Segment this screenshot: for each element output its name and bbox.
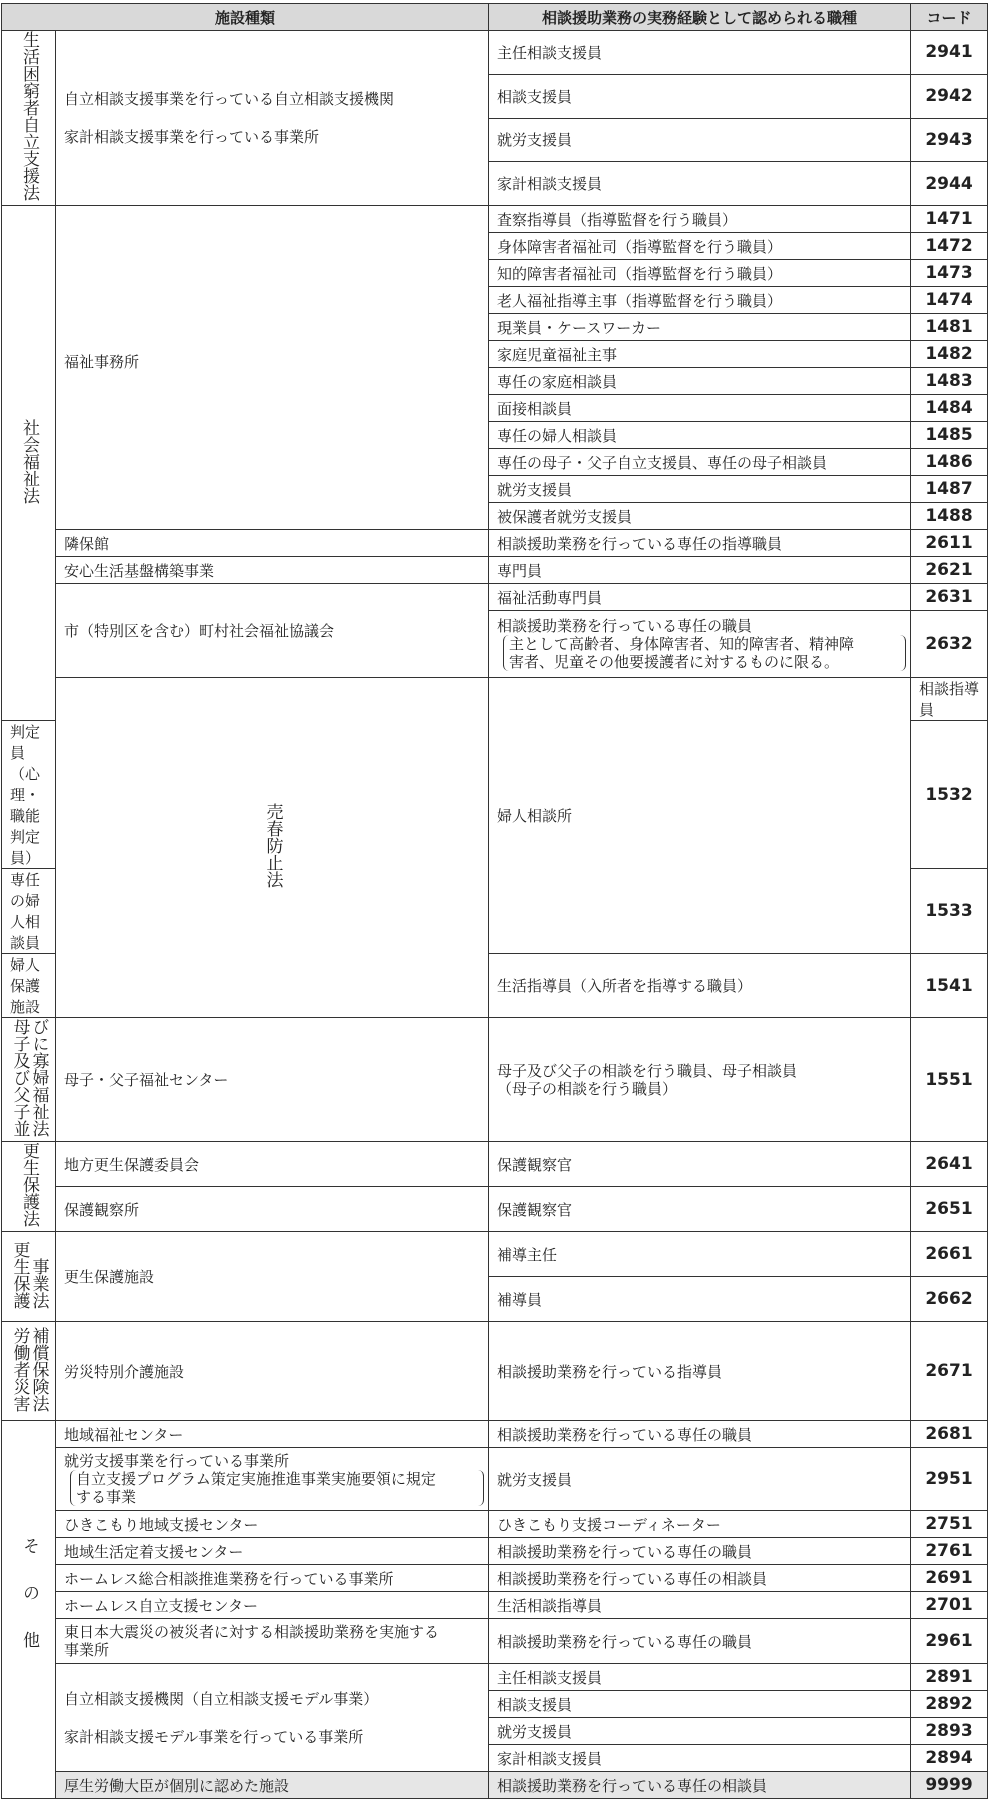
facility-cell xyxy=(56,31,489,206)
table-row xyxy=(2,530,988,557)
code-cell: 2942 xyxy=(911,74,988,118)
job-cell: 身体障害者福祉司（指導監督を行う職員） xyxy=(489,233,911,260)
law-text: 生活困窮者自立支援法 xyxy=(19,31,39,201)
facility-cell: 地域生活定着支援センター xyxy=(56,1538,489,1565)
code-cell: 1472 xyxy=(911,233,988,260)
law-text: 補償保険法 xyxy=(28,1326,49,1412)
facility-cell: 婦人保護施設 xyxy=(2,954,56,1018)
job-cell: 保護観察官 xyxy=(489,1142,911,1187)
job-cell: 知的障害者福祉司（指導監督を行う職員） xyxy=(489,260,911,287)
facility-name: 事業所 xyxy=(64,1641,110,1659)
table-header xyxy=(2,4,988,31)
law-text: 更生保護 xyxy=(9,1240,30,1309)
job-cell: 相談援助業務を行っている専任の相談員 xyxy=(489,1772,911,1799)
code-cell: 2894 xyxy=(911,1745,988,1772)
job-cell: 就労支援員 xyxy=(489,1718,911,1745)
facility-cell: 労災特別介護施設 xyxy=(56,1322,489,1421)
experience-table xyxy=(1,3,988,1799)
table-row xyxy=(2,678,988,721)
facility-name: 東日本大震災の被災者に対する相談援助業務を実施する xyxy=(64,1623,440,1641)
code-cell: 2892 xyxy=(911,1691,988,1718)
job-cell: ひきこもり支援コーディネーター xyxy=(489,1511,911,1538)
facility-cell: ホームレス総合相談推進業務を行っている事業所 xyxy=(56,1565,489,1592)
table-row xyxy=(2,1619,988,1664)
code-cell: 1482 xyxy=(911,341,988,368)
code-cell: 2961 xyxy=(911,1619,988,1664)
code-cell: 2943 xyxy=(911,118,988,162)
job-cell: 専任の婦人相談員 xyxy=(489,422,911,449)
code-cell: 1485 xyxy=(911,422,988,449)
job-cell xyxy=(489,1018,911,1142)
code-cell: 2944 xyxy=(911,162,988,206)
job-cell: 相談援助業務を行っている専任の職員 xyxy=(489,1619,911,1664)
table-row xyxy=(2,1565,988,1592)
code-cell: 2891 xyxy=(911,1664,988,1691)
law-text: 売春防止法 xyxy=(262,803,283,888)
job-cell: 相談援助業務を行っている専任の指導職員 xyxy=(489,530,911,557)
code-cell: 1486 xyxy=(911,449,988,476)
facility-cell: 更生保護施設 xyxy=(56,1232,489,1322)
job-text: 相談援助業務を行っている専任の職員 xyxy=(497,617,753,635)
code-cell: 2761 xyxy=(911,1538,988,1565)
table-row xyxy=(2,1664,988,1691)
facility-cell: 保護観察所 xyxy=(56,1187,489,1232)
facility-cell xyxy=(56,1619,489,1664)
facility-name: 家計相談支援モデル事業を行っている事業所 xyxy=(64,1727,364,1746)
facility-name: 自立相談支援機関（自立相談支援モデル事業） xyxy=(64,1689,379,1708)
job-cell: 相談援助業務を行っている専任の職員 xyxy=(489,1421,911,1448)
job-cell: 家計相談支援員 xyxy=(489,162,911,206)
job-cell: 保護観察官 xyxy=(489,1187,911,1232)
code-cell: 2651 xyxy=(911,1187,988,1232)
law-text: 母子及び父子並 xyxy=(9,1018,30,1137)
code-cell: 2681 xyxy=(911,1421,988,1448)
code-cell: 2621 xyxy=(911,557,988,584)
law-label xyxy=(2,1142,56,1232)
job-cell: 専門員 xyxy=(489,557,911,584)
job-cell: 専任の婦人相談員 xyxy=(2,869,56,954)
law-label xyxy=(2,1322,56,1421)
job-note xyxy=(503,635,906,671)
law-text: 社会福祉法 xyxy=(19,418,39,504)
job-cell: 福祉活動専門員 xyxy=(489,584,911,611)
facility-cell xyxy=(56,1448,489,1511)
code-cell: 1541 xyxy=(911,954,988,1018)
law-label xyxy=(2,206,56,721)
table-row xyxy=(2,557,988,584)
code-cell: 2691 xyxy=(911,1565,988,1592)
header-job: 相談援助業務の実務経験として認められる職種 xyxy=(489,4,911,31)
job-cell: 就労支援員 xyxy=(489,118,911,162)
job-cell: 補導員 xyxy=(489,1277,911,1322)
job-cell: 生活相談指導員 xyxy=(489,1592,911,1619)
law-label xyxy=(2,31,56,206)
code-cell: 1551 xyxy=(911,1018,988,1142)
code-cell: 1488 xyxy=(911,503,988,530)
law-label xyxy=(56,678,489,1018)
table-row xyxy=(2,1538,988,1565)
job-cell: 相談援助業務を行っている専任の職員 xyxy=(489,1538,911,1565)
facility-cell: 厚生労働大臣が個別に認めた施設 xyxy=(56,1772,489,1799)
code-cell: 2893 xyxy=(911,1718,988,1745)
code-cell: 2701 xyxy=(911,1592,988,1619)
facility-cell: ひきこもり地域支援センター xyxy=(56,1511,489,1538)
facility-name: 就労支援事業を行っている事業所 xyxy=(64,1452,290,1470)
code-cell: 2632 xyxy=(911,611,988,678)
table-row xyxy=(2,1232,988,1277)
code-cell: 1483 xyxy=(911,368,988,395)
facility-cell: 母子・父子福祉センター xyxy=(56,1018,489,1142)
facility-cell: ホームレス自立支援センター xyxy=(56,1592,489,1619)
facility-cell: 地域福祉センター xyxy=(56,1421,489,1448)
job-cell xyxy=(489,611,911,678)
job-cell: 現業員・ケースワーカー xyxy=(489,314,911,341)
facility-name: 家計相談支援事業を行っている事業所 xyxy=(64,128,320,146)
code-cell: 9999 xyxy=(911,1772,988,1799)
job-cell: 家計相談支援員 xyxy=(489,1745,911,1772)
facility-note xyxy=(70,1470,484,1506)
law-label xyxy=(2,1232,56,1322)
job-cell: 家庭児童福祉主事 xyxy=(489,341,911,368)
header-facility: 施設種類 xyxy=(2,4,489,31)
table-row xyxy=(2,206,988,233)
job-cell: 判定員（心理・職能判定員） xyxy=(2,721,56,869)
job-text: 母子及び父子の相談を行う職員、母子相談員 xyxy=(497,1061,798,1080)
job-cell: 相談援助業務を行っている指導員 xyxy=(489,1322,911,1421)
job-cell: 相談援助業務を行っている専任の相談員 xyxy=(489,1565,911,1592)
facility-cell xyxy=(56,1664,489,1772)
table-row xyxy=(2,1511,988,1538)
code-cell: 2941 xyxy=(911,31,988,75)
code-cell: 1484 xyxy=(911,395,988,422)
job-cell: 主任相談支援員 xyxy=(489,31,911,75)
header-code: コード xyxy=(911,4,988,31)
code-cell: 1533 xyxy=(911,869,988,954)
job-cell: 生活指導員（入所者を指導する職員） xyxy=(489,954,911,1018)
law-label xyxy=(2,1018,56,1142)
code-cell: 2751 xyxy=(911,1511,988,1538)
law-text: 労働者災害 xyxy=(9,1326,30,1412)
table-row xyxy=(2,1018,988,1142)
code-cell: 2641 xyxy=(911,1142,988,1187)
law-text: びに寡婦福祉法 xyxy=(28,1018,49,1137)
law-text: 更生保護法 xyxy=(19,1142,39,1227)
table-row xyxy=(2,1448,988,1511)
code-cell: 2662 xyxy=(911,1277,988,1322)
table-row xyxy=(2,1421,988,1448)
table-row xyxy=(2,584,988,611)
facility-note-line: する事業 xyxy=(76,1488,137,1506)
table-row xyxy=(2,1772,988,1799)
job-cell: 相談指導員 xyxy=(911,678,988,721)
job-cell: 主任相談支援員 xyxy=(489,1664,911,1691)
code-cell: 2951 xyxy=(911,1448,988,1511)
code-cell: 1532 xyxy=(911,721,988,869)
code-cell: 1487 xyxy=(911,476,988,503)
facility-cell: 隣保館 xyxy=(56,530,489,557)
law-label xyxy=(2,1421,56,1799)
job-cell: 被保護者就労支援員 xyxy=(489,503,911,530)
code-cell: 2671 xyxy=(911,1322,988,1421)
code-cell: 2611 xyxy=(911,530,988,557)
code-cell: 1473 xyxy=(911,260,988,287)
code-cell: 1474 xyxy=(911,287,988,314)
job-cell: 補導主任 xyxy=(489,1232,911,1277)
job-note-line: 害者、児童その他要援護者に対するものに限る。 xyxy=(509,653,840,671)
code-cell: 2631 xyxy=(911,584,988,611)
job-cell: 老人福祉指導主事（指導監督を行う職員） xyxy=(489,287,911,314)
table-row xyxy=(2,1187,988,1232)
facility-cell: 婦人相談所 xyxy=(489,678,911,954)
code-cell: 1481 xyxy=(911,314,988,341)
job-cell: 相談支援員 xyxy=(489,1691,911,1718)
facility-cell: 安心生活基盤構築事業 xyxy=(56,557,489,584)
table-row xyxy=(2,1322,988,1421)
job-cell: 査察指導員（指導監督を行う職員） xyxy=(489,206,911,233)
code-cell: 2661 xyxy=(911,1232,988,1277)
job-cell: 面接相談員 xyxy=(489,395,911,422)
job-cell: 就労支援員 xyxy=(489,1448,911,1511)
job-text: （母子の相談を行う職員） xyxy=(497,1079,678,1098)
table-row xyxy=(2,1142,988,1187)
table-row xyxy=(2,1592,988,1619)
law-text: 事業法 xyxy=(28,1257,49,1309)
job-note-line: 主として高齢者、身体障害者、知的障害者、精神障 xyxy=(509,635,855,653)
job-cell: 相談支援員 xyxy=(489,74,911,118)
table-row xyxy=(2,31,988,75)
job-cell: 就労支援員 xyxy=(489,476,911,503)
facility-cell: 福祉事務所 xyxy=(56,206,489,530)
law-text: その他 xyxy=(19,1537,39,1678)
facility-cell: 地方更生保護委員会 xyxy=(56,1142,489,1187)
facility-note-line: 自立支援プログラム策定実施推進事業実施要領に規定 xyxy=(76,1470,436,1488)
facility-cell: 市（特別区を含む）町村社会福祉協議会 xyxy=(56,584,489,678)
job-cell: 専任の母子・父子自立支援員、専任の母子相談員 xyxy=(489,449,911,476)
job-cell: 専任の家庭相談員 xyxy=(489,368,911,395)
facility-name: 自立相談支援事業を行っている自立相談支援機関 xyxy=(64,90,395,108)
code-cell: 1471 xyxy=(911,206,988,233)
